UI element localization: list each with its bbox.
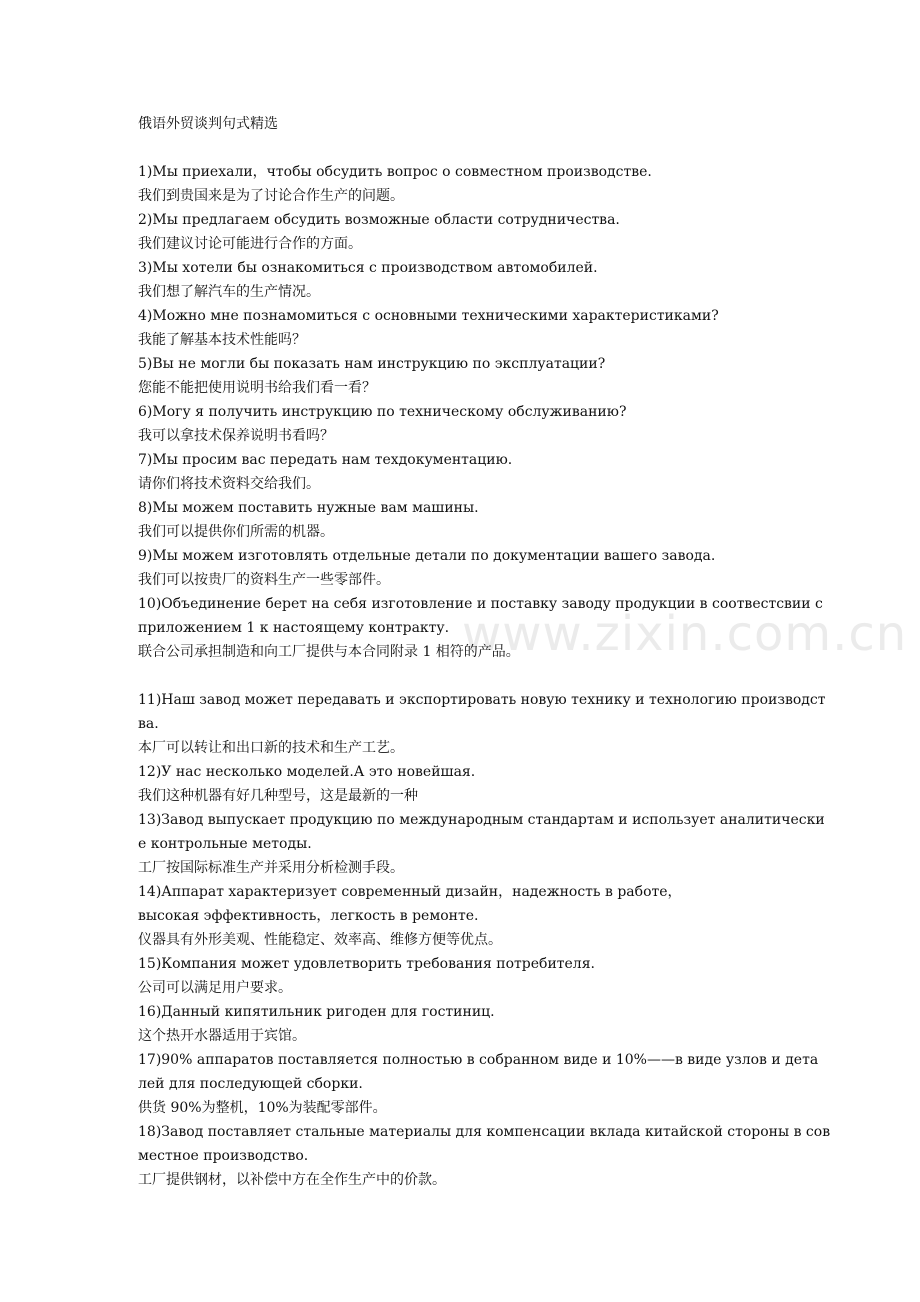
phrase-line: 15)Компания может удовлетворить требования потребителя. [138,956,595,972]
phrase-line: 本厂可以转让和出口新的技术和生产工艺。 [138,740,404,756]
phrase-line: 我们建议讨论可能进行合作的方面。 [138,236,362,252]
phrase-line: 16)Данный кипятильник ригоден для гостиниц. [138,1004,495,1020]
phrase-line: 我们到贵国来是为了讨论合作生产的问题。 [138,188,404,204]
phrase-item [138,496,788,544]
phrase-line: 仪器具有外形美观、性能稳定、效率高、维修方便等优点。 [138,932,502,948]
phrase-line: 我们可以提供你们所需的机器。 [138,524,334,540]
phrase-line: 这个热开水器适用于宾馆。 [138,1028,306,1044]
phrase-line: высокая эффективность，легкость в ремонте. [138,908,479,924]
phrase-item [138,1000,788,1048]
phrase-line: ва. [138,716,159,732]
phrase-line: 我们可以按贵厂的资料生产一些零部件。 [138,572,390,588]
phrase-line: 5)Вы не могли бы показать нам инструкцию по эксплуатации? [138,356,606,372]
phrase-line: 17)90% аппаратов поставляется полностью в собранном виде и 10%——в виде узлов и дета [138,1052,819,1068]
phrase-line: лей для последующей сборки. [138,1076,363,1092]
phrase-line: 工厂按国际标准生产并采用分析检测手段。 [138,860,404,876]
phrase-item [138,1048,819,1120]
phrase-line: 我可以拿技术保养说明书看吗？ [138,428,334,444]
phrase-item [138,688,826,760]
phrase-line: 8)Мы можем поставить нужные вам машины. [138,500,479,516]
phrase-line: 12)У нас несколько моделей.А это новейшая. [138,764,476,780]
phrase-line: 工厂提供钢材，以补偿中方在全作生产中的价款。 [138,1172,446,1188]
document-title: 俄语外贸谈判句式精选 [138,116,278,132]
phrase-item [138,352,788,400]
phrase-line: 3)Мы хотели бы ознакомиться с производством автомобилей. [138,260,598,276]
phrase-line: местное производство. [138,1148,309,1164]
phrase-line: 10)Объединение берет на себя изготовление и поставку заводу продукции в соотвестсвии с [138,596,823,612]
phrase-line: приложением 1 к настоящему контракту. [138,620,450,636]
phrase-line: 供货 90%为整机，10%为装配零部件。 [138,1100,387,1116]
phrase-line: 9)Мы можем изготовлять отдельные детали по документации вашего завода. [138,548,716,564]
phrase-item [138,952,788,1000]
phrase-line: 7)Мы просим вас передать нам техдокументацию. [138,452,513,468]
phrase-line: 13)Завод выпускает продукцию по международным стандартам и использует аналитически [138,812,825,828]
phrase-line: 联合公司承担制造和向工厂提供与本合同附录 1 相符的产品。 [138,644,520,660]
phrase-item [138,400,788,448]
phrase-item [138,208,788,256]
phrase-item [138,760,788,808]
document-body [138,112,831,1192]
phrase-line: 14)Аппарат характеризует современный дизайн，надежность в работе， [138,884,682,900]
phrase-line: 请你们将技术资料交给我们。 [138,476,320,492]
phrase-item [138,880,788,952]
phrase-line: 1)Мы приехали，чтобы обсудить вопрос о совместном производстве. [138,164,652,180]
phrase-item [138,160,788,208]
watermark: www.zixin.com.cn [462,606,908,662]
phrase-item [138,808,825,880]
phrase-line: 18)Завод поставляет стальные материалы для компенсации вклада китайской стороны в сов [138,1124,831,1140]
phrase-item [138,448,788,496]
phrase-line: 我能了解基本技术性能吗？ [138,332,306,348]
phrase-line: 我们想了解汽车的生产情况。 [138,284,320,300]
phrase-line: е контрольные методы. [138,836,312,852]
phrase-line: 6)Могу я получить инструкцию по техническому обслуживанию? [138,404,627,420]
phrase-line: 2)Мы предлагаем обсудить возможные области сотрудничества. [138,212,620,228]
phrase-list [138,160,831,1192]
phrase-line: 我们这种机器有好几种型号，这是最新的一种 [138,788,418,804]
phrase-line: 4)Можно мне познамомиться с основными техническими характеристиками? [138,308,719,324]
phrase-item [138,592,823,664]
phrase-item [138,256,788,304]
phrase-line: 您能不能把使用说明书给我们看一看？ [138,380,376,396]
phrase-line: 公司可以满足用户要求。 [138,980,292,996]
phrase-item [138,304,788,352]
phrase-line: 11)Наш завод может передавать и экспортировать новую технику и технологию производст [138,692,826,708]
paragraph-gap [138,664,788,688]
phrase-item [138,544,788,592]
phrase-item [138,1120,831,1192]
